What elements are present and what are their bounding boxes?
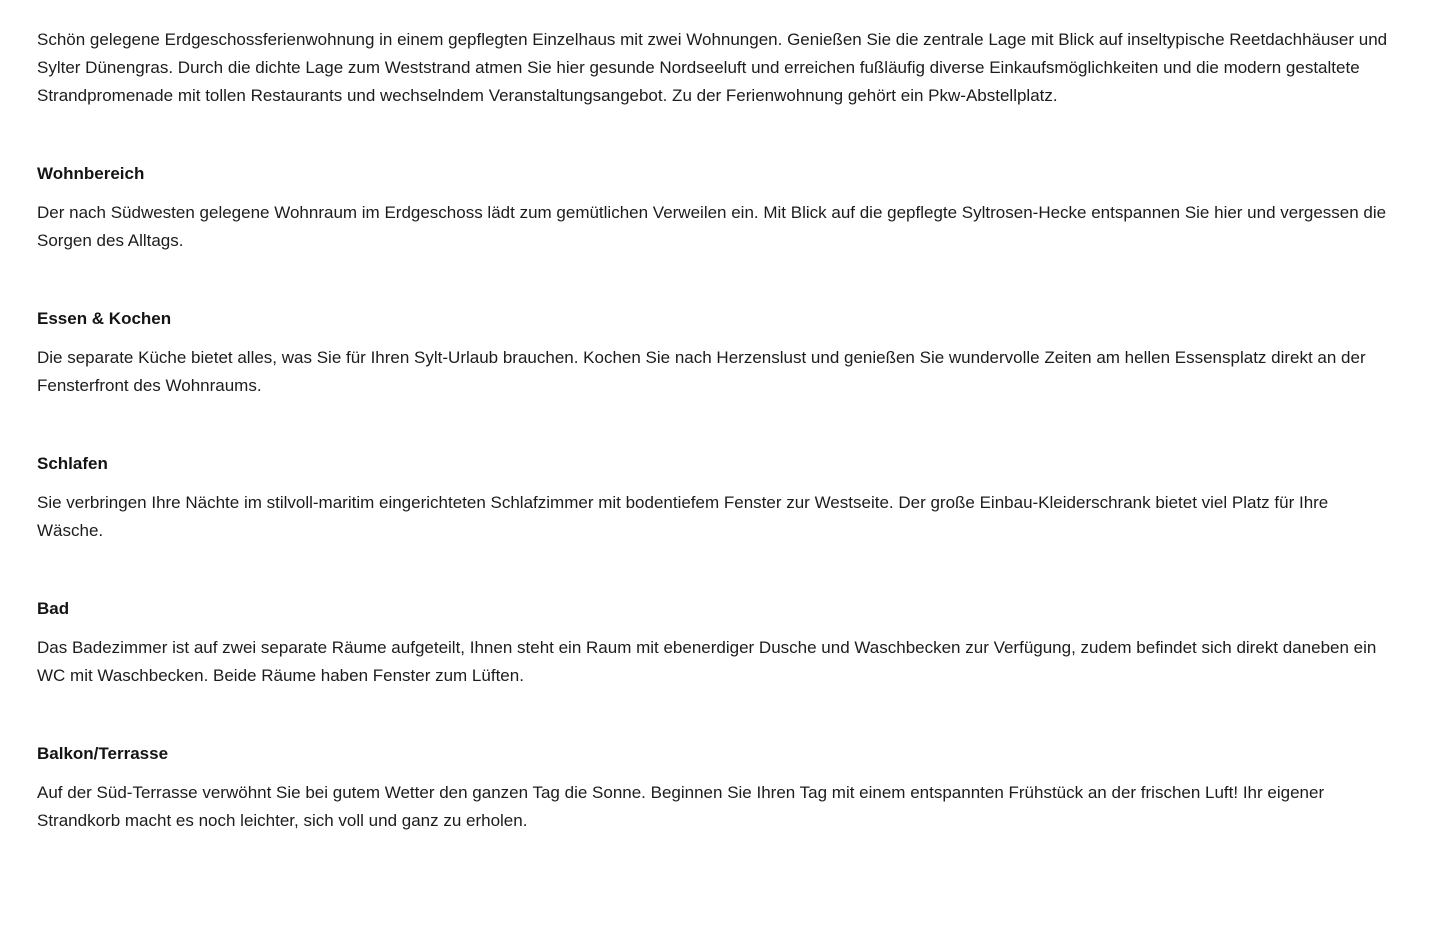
section-heading-wohnbereich: Wohnbereich — [37, 164, 145, 183]
section-heading-bad: Bad — [37, 599, 70, 618]
section-heading-essen-kochen: Essen & Kochen — [37, 309, 172, 328]
section-paragraph-essen-kochen: Die separate Küche bietet alles, was Sie für Ihren Sylt-Urlaub brauchen. Kochen Sie nach Herzenslust und genießen Sie wundervolle Zeiten am hellen Essensplatz direkt an der Fensterfront des Wohnraums. — [37, 348, 1366, 395]
section-bad — [37, 595, 1396, 690]
intro-paragraph: Schön gelegene Erdgeschossferienwohnung in einem gepflegten Einzelhaus mit zwei Wohnungen. Genießen Sie die zentrale Lage mit Blick auf inseltypische Reetdachhäuser und Sylter Dünengras. Durch die dichte Lage zum Weststrand atmen Sie hier gesunde Nordseeluft und erreichen fußläufig diverse Einkaufsmöglichkeiten und die modern gestaltete Strandpromenade mit tollen Restaurants und wechselndem Veranstaltungsangebot. Zu der Ferienwohnung gehört ein Pkw-Abstellplatz. — [37, 30, 1388, 105]
section-paragraph-bad: Das Badezimmer ist auf zwei separate Räume aufgeteilt, Ihnen steht ein Raum mit ebenerdiger Dusche und Waschbecken zur Verfügung, zudem befindet sich direkt daneben ein WC mit Waschbecken. Beide Räume haben Fenster zum Lüften. — [37, 638, 1377, 685]
section-paragraph-balkon-terrasse: Auf der Süd-Terrasse verwöhnt Sie bei gutem Wetter den ganzen Tag die Sonne. Beginnen Sie Ihren Tag mit einem entspannten Frühstück an der frischen Luft! Ihr eigener Strandkorb macht es noch leichter, sich voll und ganz zu erholen. — [37, 783, 1325, 830]
section-schlafen — [37, 450, 1396, 545]
section-heading-schlafen: Schlafen — [37, 454, 108, 473]
section-paragraph-schlafen: Sie verbringen Ihre Nächte im stilvoll-maritim eingerichteten Schlafzimmer mit bodentiefem Fenster zur Westseite. Der große Einbau-Kleiderschrank bietet viel Platz für Ihre Wäsche. — [37, 493, 1329, 540]
section-heading-balkon-terrasse: Balkon/Terrasse — [37, 744, 169, 763]
section-essen-kochen — [37, 305, 1396, 400]
section-paragraph-wohnbereich: Der nach Südwesten gelegene Wohnraum im Erdgeschoss lädt zum gemütlichen Verweilen ein. Mit Blick auf die gepflegte Syltrosen-Hecke entspannen Sie hier und vergessen die Sorgen des Alltags. — [37, 203, 1387, 250]
section-wohnbereich — [37, 160, 1396, 255]
section-balkon-terrasse — [37, 740, 1396, 835]
